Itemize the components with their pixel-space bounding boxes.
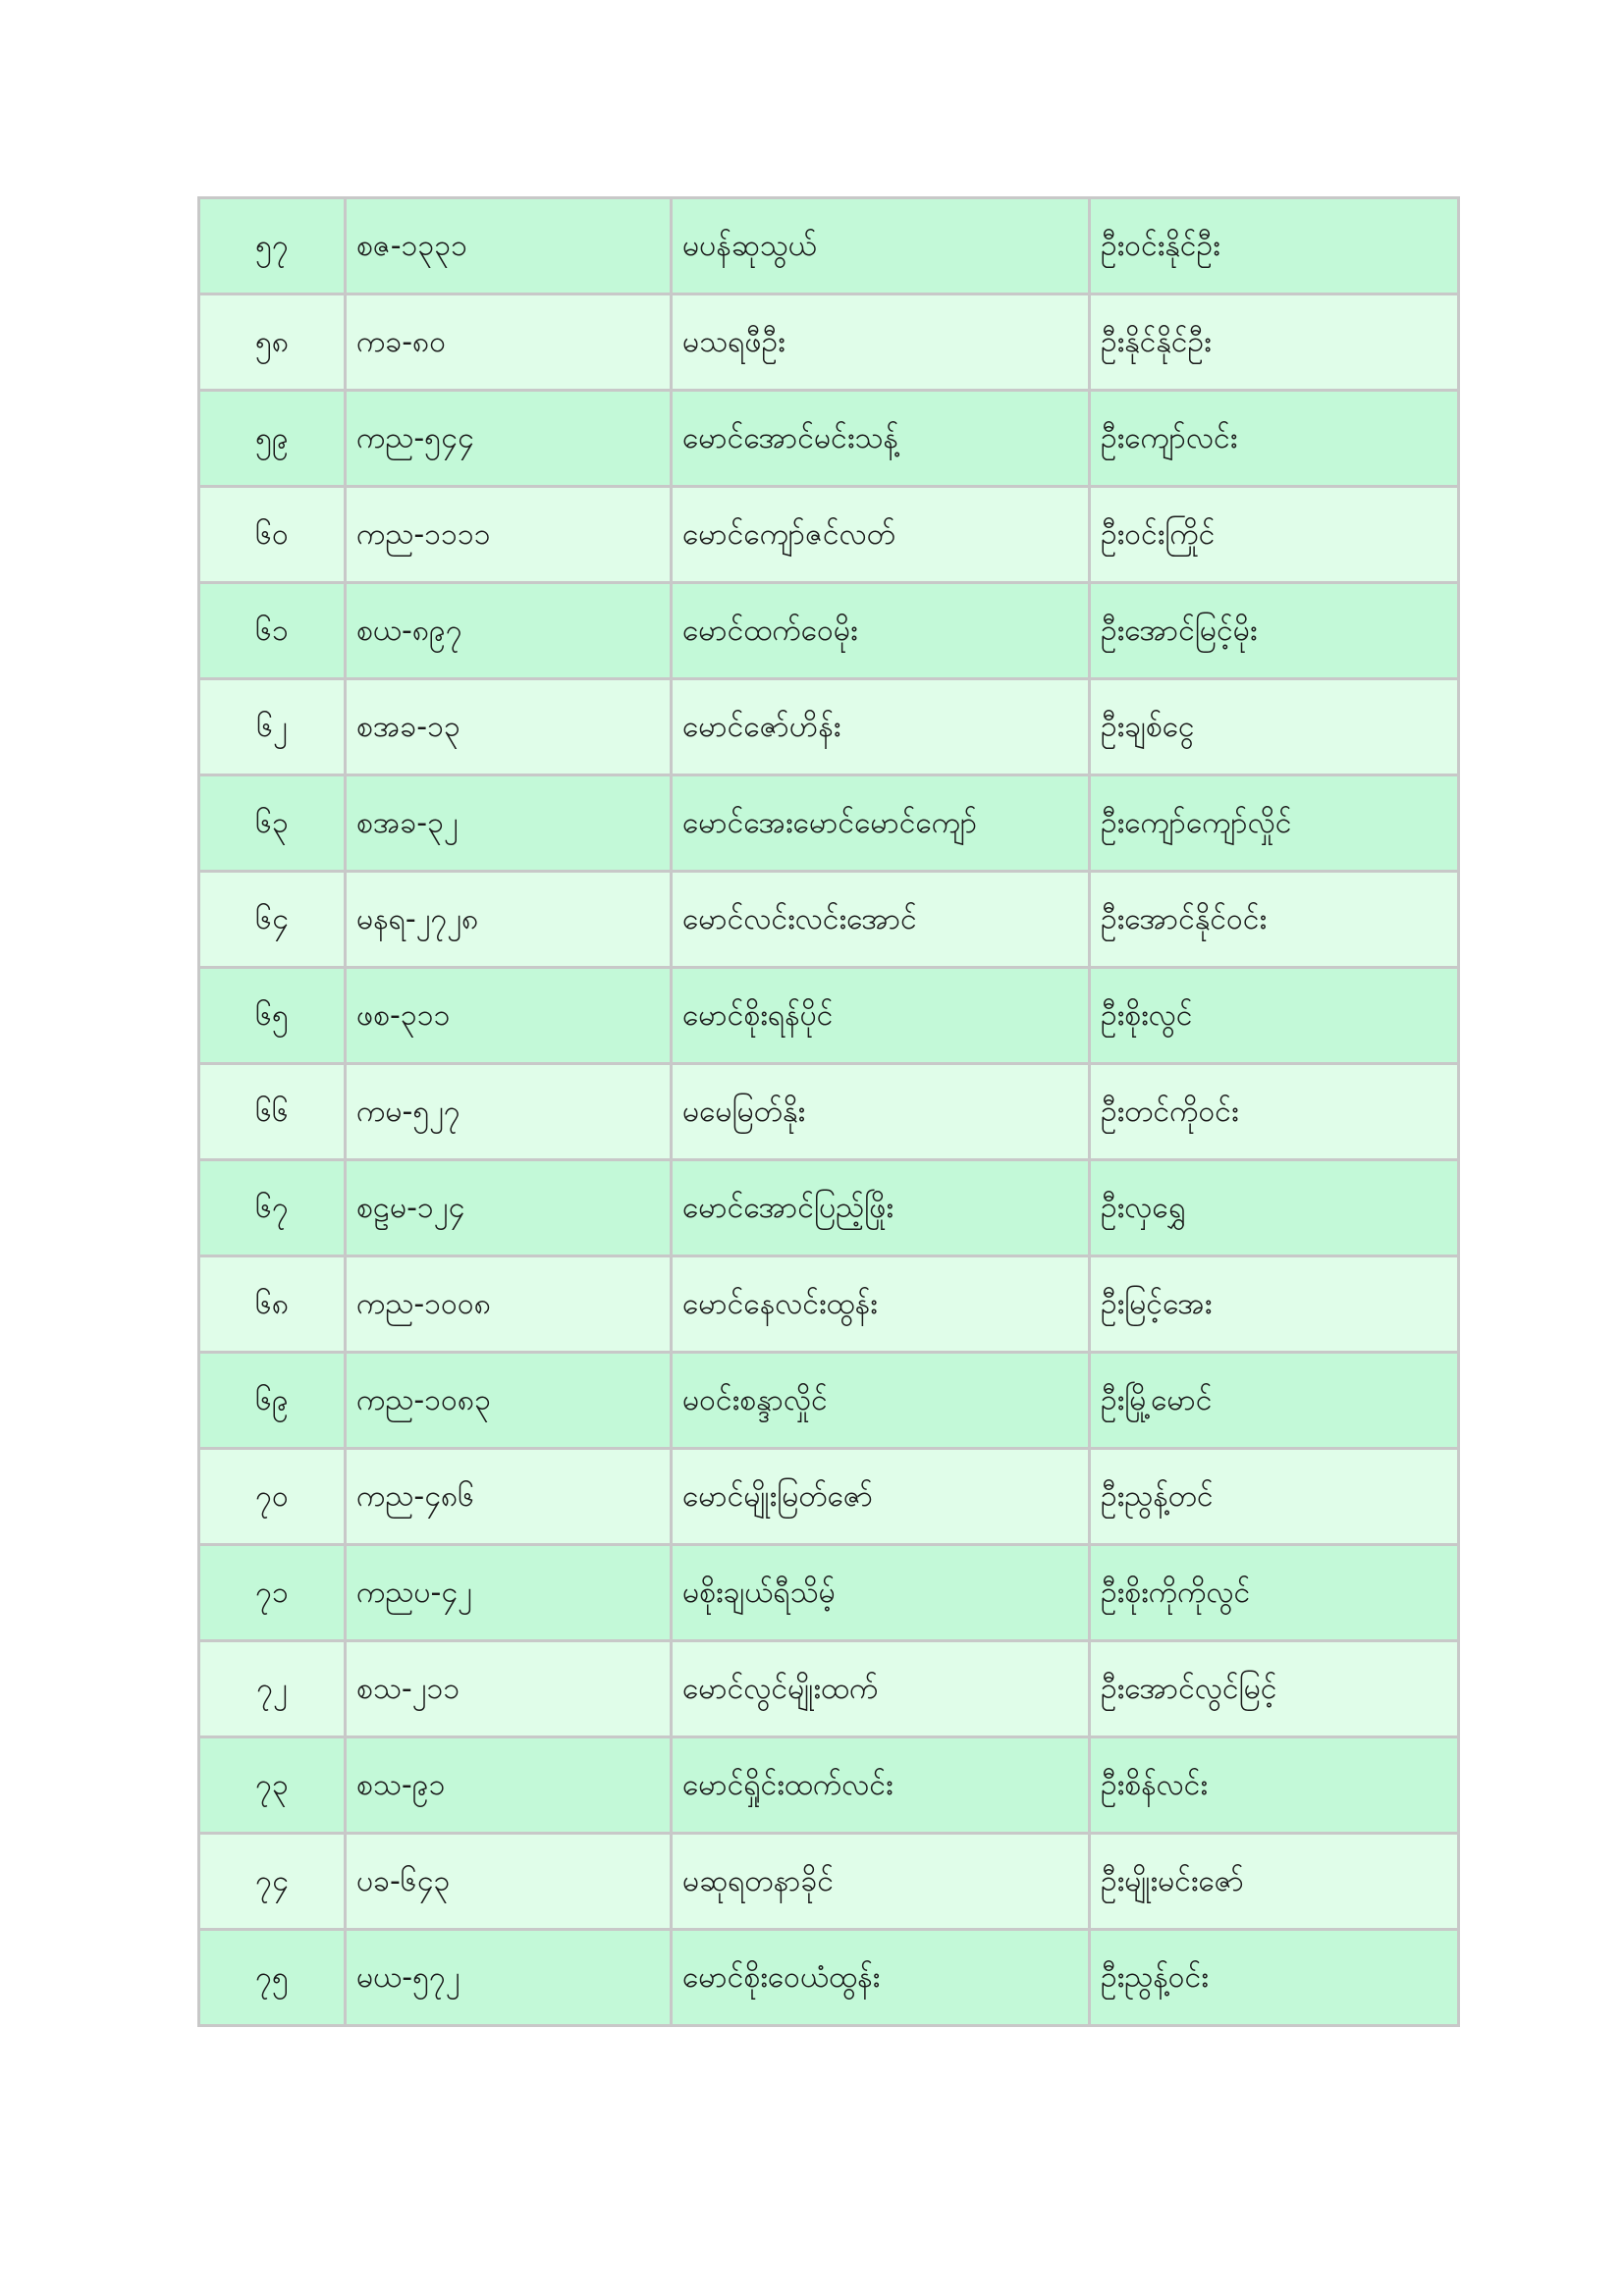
student-name-cell: မပန်ဆုသွယ် <box>672 198 1090 294</box>
roll-number-cell: စအခ-၁၃ <box>346 679 672 775</box>
table-row <box>199 1834 1459 1930</box>
student-name-cell: မဝင်းစန္ဒာလှိုင် <box>672 1353 1090 1449</box>
serial-number-cell: ၆၄ <box>199 872 346 968</box>
father-name-cell: ဦးမျိုးမင်းဇော် <box>1090 1834 1459 1930</box>
roll-number-cell: ကမ-၅၂၇ <box>346 1064 672 1160</box>
table-row <box>199 679 1459 775</box>
student-name-cell: မဆုရတနာခိုင် <box>672 1834 1090 1930</box>
table-row <box>199 198 1459 294</box>
serial-number-cell: ၇၂ <box>199 1641 346 1737</box>
roll-number-cell: စယ-၈၉၇ <box>346 583 672 679</box>
table-row <box>199 583 1459 679</box>
father-name-cell: ဦးစိုးကိုကိုလွင် <box>1090 1545 1459 1641</box>
father-name-cell: ဦးစိန်လင်း <box>1090 1737 1459 1834</box>
father-name-cell: ဦးအောင်လွင်မြင့် <box>1090 1641 1459 1737</box>
serial-number-cell: ၇၃ <box>199 1737 346 1834</box>
student-name-cell: မောင်အောင်ပြည့်ဖြိုး <box>672 1160 1090 1256</box>
student-name-cell: မောင်ထက်ဝေမိုး <box>672 583 1090 679</box>
father-name-cell: ဦးချစ်ငွေ <box>1090 679 1459 775</box>
serial-number-cell: ၆၁ <box>199 583 346 679</box>
roll-number-cell: ကည-၄၈၆ <box>346 1449 672 1545</box>
serial-number-cell: ၅၉ <box>199 391 346 487</box>
student-name-cell: မောင်စိုးဝေယံထွန်း <box>672 1930 1090 2026</box>
table-row <box>199 1930 1459 2026</box>
student-name-cell: မောင်ရှိုင်းထက်လင်း <box>672 1737 1090 1834</box>
father-name-cell: ဦးမြို့မောင် <box>1090 1353 1459 1449</box>
roll-number-cell: ကညပ-၄၂ <box>346 1545 672 1641</box>
student-name-cell: မသရဖီဦး <box>672 294 1090 391</box>
student-name-cell: မစိုးချယ်ရီသိမ့် <box>672 1545 1090 1641</box>
table-row <box>199 1353 1459 1449</box>
serial-number-cell: ၅၇ <box>199 198 346 294</box>
serial-number-cell: ၆၈ <box>199 1256 346 1353</box>
roll-number-cell: ဖစ-၃၁၁ <box>346 968 672 1064</box>
serial-number-cell: ၇၅ <box>199 1930 346 2026</box>
results-table <box>197 196 1460 2027</box>
roll-number-cell: ကည-၁၀၀၈ <box>346 1256 672 1353</box>
father-name-cell: ဦးအောင်နိုင်ဝင်း <box>1090 872 1459 968</box>
student-name-cell: မောင်စိုးရန်ပိုင် <box>672 968 1090 1064</box>
table-row <box>199 294 1459 391</box>
table-row <box>199 1256 1459 1353</box>
father-name-cell: ဦးစိုးလွင် <box>1090 968 1459 1064</box>
roll-number-cell: ကခ-၈၀ <box>346 294 672 391</box>
serial-number-cell: ၆၃ <box>199 775 346 872</box>
student-name-cell: မမေမြတ်နိုး <box>672 1064 1090 1160</box>
serial-number-cell: ၆၂ <box>199 679 346 775</box>
father-name-cell: ဦးညွန့်တင် <box>1090 1449 1459 1545</box>
father-name-cell: ဦးဝင်းကြိုင် <box>1090 487 1459 583</box>
roll-number-cell: ကည-၁၁၁၁ <box>346 487 672 583</box>
student-name-cell: မောင်အောင်မင်းသန့် <box>672 391 1090 487</box>
serial-number-cell: ၆၉ <box>199 1353 346 1449</box>
roll-number-cell: စဠမ-၁၂၄ <box>346 1160 672 1256</box>
table-row <box>199 775 1459 872</box>
student-name-cell: မောင်အေးမောင်မောင်ကျော် <box>672 775 1090 872</box>
table-row <box>199 391 1459 487</box>
serial-number-cell: ၇၄ <box>199 1834 346 1930</box>
roll-number-cell: စသ-၂၁၁ <box>346 1641 672 1737</box>
table-row <box>199 1160 1459 1256</box>
student-name-cell: မောင်နေလင်းထွန်း <box>672 1256 1090 1353</box>
roll-number-cell: စဇ-၁၃၃၁ <box>346 198 672 294</box>
father-name-cell: ဦးတင်ကိုဝင်း <box>1090 1064 1459 1160</box>
table-row <box>199 1545 1459 1641</box>
results-table-body <box>199 198 1459 2026</box>
table-row <box>199 1641 1459 1737</box>
serial-number-cell: ၆၆ <box>199 1064 346 1160</box>
roll-number-cell: မနရ-၂၇၂၈ <box>346 872 672 968</box>
roll-number-cell: စသ-၉၁ <box>346 1737 672 1834</box>
roll-number-cell: ကည-၁၀၈၃ <box>346 1353 672 1449</box>
roll-number-cell: ကည-၅၄၄ <box>346 391 672 487</box>
father-name-cell: ဦးလှရွှေ <box>1090 1160 1459 1256</box>
student-name-cell: မောင်လင်းလင်းအောင် <box>672 872 1090 968</box>
table-row <box>199 968 1459 1064</box>
roll-number-cell: ပခ-၆၄၃ <box>346 1834 672 1930</box>
table-row <box>199 1737 1459 1834</box>
serial-number-cell: ၆၅ <box>199 968 346 1064</box>
serial-number-cell: ၇၀ <box>199 1449 346 1545</box>
father-name-cell: ဦးကျော်ကျော်လှိုင် <box>1090 775 1459 872</box>
table-row <box>199 1064 1459 1160</box>
student-name-cell: မောင်ကျော်ဇင်လတ် <box>672 487 1090 583</box>
father-name-cell: ဦးအောင်မြင့်မိုး <box>1090 583 1459 679</box>
father-name-cell: ဦးမြင့်အေး <box>1090 1256 1459 1353</box>
student-name-cell: မောင်ဇော်ဟိန်း <box>672 679 1090 775</box>
table-row <box>199 872 1459 968</box>
father-name-cell: ဦးကျော်လင်း <box>1090 391 1459 487</box>
serial-number-cell: ၆၀ <box>199 487 346 583</box>
roll-number-cell: မယ-၅၇၂ <box>346 1930 672 2026</box>
student-name-cell: မောင်လွင်မျိုးထက် <box>672 1641 1090 1737</box>
serial-number-cell: ၆၇ <box>199 1160 346 1256</box>
father-name-cell: ဦးညွန့်ဝင်း <box>1090 1930 1459 2026</box>
table-row <box>199 487 1459 583</box>
table-row <box>199 1449 1459 1545</box>
student-name-cell: မောင်မျိုးမြတ်ဇော် <box>672 1449 1090 1545</box>
father-name-cell: ဦးဝင်းနိုင်ဦး <box>1090 198 1459 294</box>
roll-number-cell: စအခ-၃၂ <box>346 775 672 872</box>
father-name-cell: ဦးနိုင်နိုင်ဦး <box>1090 294 1459 391</box>
serial-number-cell: ၇၁ <box>199 1545 346 1641</box>
serial-number-cell: ၅၈ <box>199 294 346 391</box>
